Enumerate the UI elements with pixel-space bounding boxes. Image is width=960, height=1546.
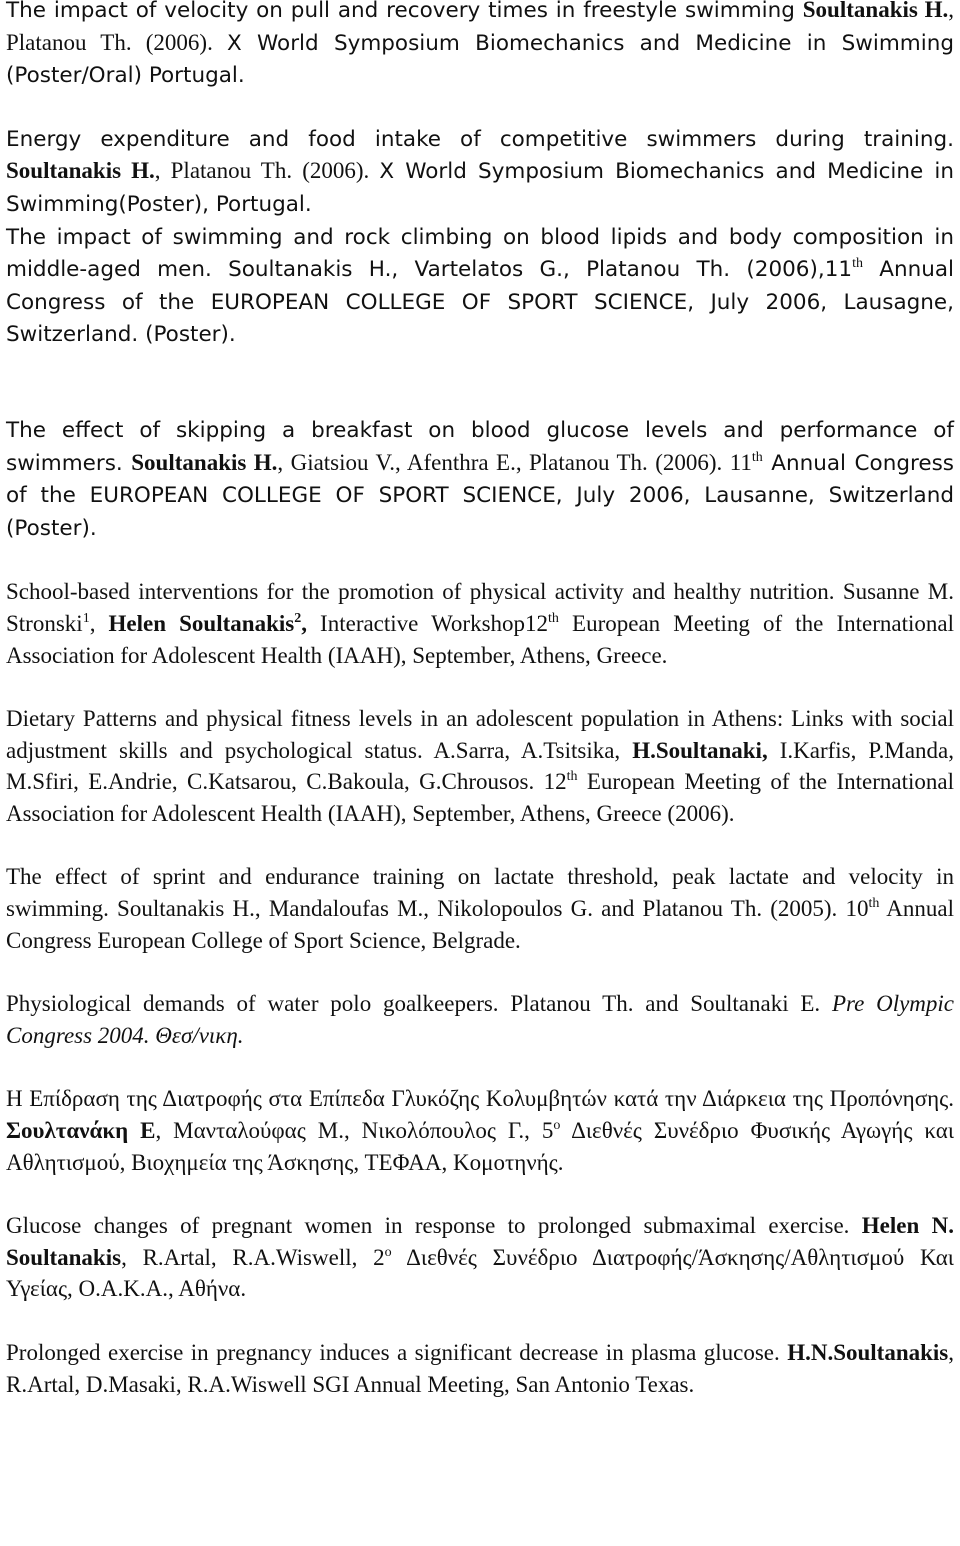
publication-entry (6, 861, 954, 956)
publication-entry (6, 988, 954, 1051)
entry-text-segment: , (89, 610, 109, 636)
entry-text-segment: Helen N. Soultanakis (6, 1213, 954, 1270)
entry-text-segment: Διεθνές Συνέδριο Διατροφής/Άσκησης/Αθλητισμού Και Υγείας, Ο.Α.Κ.Α., Αθήνα. (6, 1244, 954, 1302)
publication-entry (6, 576, 954, 671)
entry-text-segment: , Platanou Th. (2006). (6, 0, 954, 55)
entry-text-segment: th (751, 449, 763, 465)
entry-text-segment: Interactive Workshop12 (306, 610, 549, 636)
entry-text-segment: The effect of skipping a breakfast on blood glucose levels and performance of swimmers. (6, 417, 954, 476)
entry-text-segment: Dietary Patterns and physical fitness levels in an adolescent population in Athens: Links with social adjustment skills and psychological status. A.Sarra, A.Tsitsika, (6, 706, 954, 763)
entry-text-segment: Η Επίδραση της Διατροφής στα Επίπεδα Γλυκόζης Κολυμβητών κατά την Διάρκεια της Προπόνησης. (6, 1086, 954, 1112)
entry-text-segment: I.Karfis, P.Manda, M.Sfiri, E.Andrie, C.Katsarou, C.Bakoula, G.Chrousos. 12 (6, 737, 954, 795)
publication-entry (6, 414, 954, 544)
entry-text-segment: , Giatsiou V., Afenthra E., Platanou Th. (2006). 11 (277, 449, 752, 475)
publication-entry (6, 703, 954, 829)
entry-text-segment: X World Symposium Biomechanics and Medicine in Swimming(Poster), Portugal. (6, 159, 954, 217)
entry-text-segment: , Platanou Th. (2006). (154, 158, 380, 184)
entry-text-segment: The impact of velocity on pull and recovery times in freestyle swimming (6, 0, 803, 23)
entry-text-segment: , (301, 610, 307, 636)
entry-text-segment: th (852, 256, 863, 272)
entry-text-segment: Energy expenditure and food intake of competitive swimmers during training. (6, 126, 954, 152)
entry-text-segment: ο (384, 1244, 392, 1260)
entry-text-segment: , R.Artal, R.A.Wiswell, 2 (121, 1244, 385, 1270)
publication-entry (6, 1337, 954, 1400)
publication-entry (6, 0, 954, 92)
entry-text-segment: H.Soultanaki, (632, 737, 768, 763)
entry-text-segment: The effect of sprint and endurance training on lactate threshold, peak lactate and velocity in swimming. Soultanakis H., Mandaloufas M., Nikolopoulos G. and Platanou Th. (2005). 10 (6, 864, 954, 922)
entry-text-segment: Σουλτανάκη Ε (6, 1118, 156, 1144)
entry-text-segment: Helen Soultanakis (108, 610, 295, 636)
entry-text-segment: School-based interventions for the promotion of physical activity and healthy nutrition. Susanne M. Stronski (6, 579, 954, 636)
entry-text-segment: Διεθνές Συνέδριο Φυσικής Αγωγής και Αθλητισμού, Βιοχημεία της Άσκησης, ΤΕΦΑΑ, Κομοτηνής. (6, 1118, 955, 1175)
entry-text-segment: Soultanakis H. (802, 0, 949, 22)
entry-text-segment: European Meeting of the International Association for Adolescent Health (IAAH), September, Athens, Greece. (6, 610, 954, 668)
entry-text-segment: Annual Congress European College of Sport Science, Belgrade. (6, 896, 954, 953)
entry-text-segment: Physiological demands of water polo goalkeepers. Platanou Th. and Soultanaki E. (6, 991, 832, 1017)
entry-text-segment: , R.Artal, D.Masaki, R.A.Wiswell SGI Annual Meeting, San Antonio Texas. (6, 1340, 954, 1397)
publication-entry (6, 1083, 954, 1178)
publication-entry (6, 221, 954, 351)
entry-text-segment: Glucose changes of pregnant women in response to prolonged submaximal exercise. (6, 1213, 862, 1239)
entry-text-segment: Soultanakis H. (131, 449, 278, 475)
entry-text-segment: X World Symposium Biomechanics and Medicine in Swimming (Poster/Oral) Portugal. (6, 30, 954, 89)
entry-text-segment: 1 (82, 610, 90, 626)
entry-text-segment: Annual Congress of the EUROPEAN COLLEGE OF SPORT SCIENCE, July 2006, Lausagne, Switzerland. (Poster). (6, 257, 954, 348)
entry-text-segment: 2 (294, 610, 302, 626)
entry-text-segment: ο (553, 1118, 561, 1134)
entry-text-segment: H.N.Soultanakis (787, 1340, 949, 1365)
entry-text-segment: th (566, 769, 578, 785)
entry-text-segment: Annual Congress of the EUROPEAN COLLEGE OF SPORT SCIENCE, July 2006, Lausanne, Switzerland (Poster). (6, 450, 954, 541)
entry-text-segment: th (868, 896, 880, 912)
entry-text-segment: th (548, 610, 559, 626)
entry-text-segment: Soultanakis H. (6, 158, 155, 184)
publication-entry (6, 1210, 954, 1305)
entry-text-segment: The impact of swimming and rock climbing on blood lipids and body composition in middle-aged men. Soultanakis H., Vartelatos G., Platanou Th. (2006),11 (6, 224, 954, 283)
publication-entry (6, 123, 954, 221)
entry-text-segment: European Meeting of the International Association for Adolescent Health (IAAH), September, Athens, Greece (2006). (6, 769, 954, 826)
entry-text-segment: , Μανταλούφας Μ., Νικολόπουλος Γ., 5 (155, 1118, 554, 1144)
entry-text-segment: Prolonged exercise in pregnancy induces a significant decrease in plasma glucose. (6, 1340, 788, 1365)
entry-text-segment: Pre Olympic Congress 2004. Θεσ/νικη. (6, 991, 954, 1048)
